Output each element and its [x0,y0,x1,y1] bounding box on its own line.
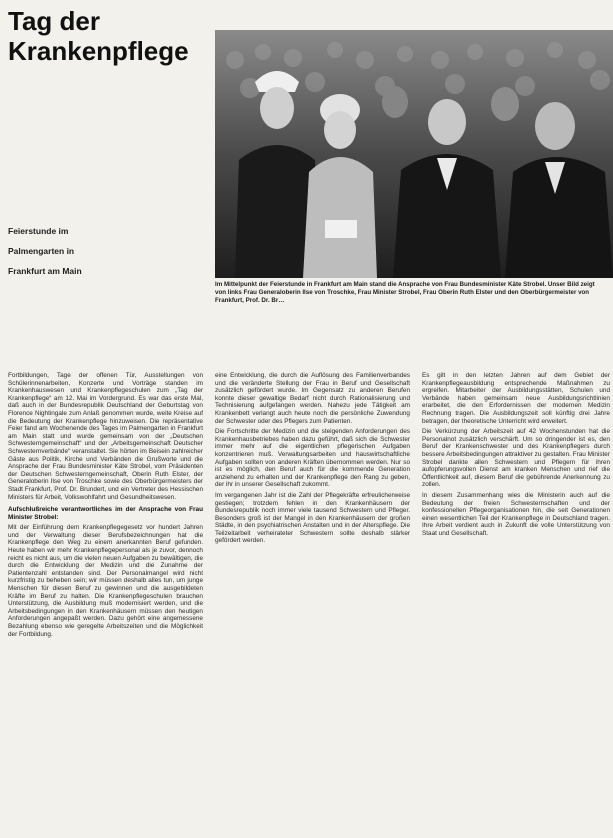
body-paragraph: Mit der Einführung dem Krankenpflegegesetz vor hundert Jahren und der Verwaltung dieser Berufsbezeichnungen hat die Krankenpflege den Weg zu einem anerkannten Beruf gefunden. Heute haben wir mehr Krankenpflegepersonal als je zuvor, dennoch reicht es nicht aus, um die vielen neuen Aufgaben zu bewältigen, die durch die Entwicklung der Medizin und die Zunahme der Patientenzahl entstanden sind. Der Personalmangel wird nicht kurzfristig zu beheben sein; wir müssen deshalb alles tun, um junge Menschen für diesen Beruf zu gewinnen und die ausgebildeten Kräfte im Beruf zu halten. Die Krankenpflegeschulen brauchen Unterstützung, die Ausbildung muß modernisiert werden, und die Arbeitsbedingungen in den Krankenhäusern müssen den heutigen Anforderungen angepaßt werden. Dazu gehört eine angemessene Bezahlung ebenso wie geregelte Arbeitszeiten und die Möglichkeit der Fortbildung. [8,524,203,638]
text-column-3 [422,372,610,836]
text-column-1 [8,372,203,836]
kicker-line-2: Palmengarten in [8,246,75,256]
body-paragraph: Fortbildungen, Tage der offenen Tür, Ausstellungen von Schülerinnenarbeiten, Konzerte und Vorträge standen im Krankenhauswesen und Krankenpflegeschulen zum „Tag der Krankenpflege“ am 12. Mai im Vordergrund. Es war das erste Mal, daß auch in der Bundesrepublik Deutschland der Geburtstag von Florence Nightingale zum Anlaß genommen wurde, weite Kreise auf die Bedeutung der Krankenpflege hinzuweisen. Die repräsentative Feier fand am Wochenende des Tages im Palmengarten in Frankfurt am Main statt und wurde gemeinsam von der „Deutschen Schwesterngemeinschaft“ und der „Arbeitsgemeinschaft Deutscher Schwesternverbände“ veranstaltet. Sie hörten im Beisein zahlreicher Gäste aus Politik, Kirche und Verbänden die Grußworte und die Ansprache der Frau Bundesminister Käte Strobel, vom Präsidenten der Deutschen Schwesterngemeinschaft, Oberin Ruth Elster, der Generaloberin Ilse von Troschke sowie des Oberbürgermeisters der Stadt Frankfurt, Prof. Dr. Brundert, und ein Vertreter des Hessischen Ministers für Arbeit, Volkswohlfahrt und Gesundheitswesen. [8,372,203,501]
text-column-2 [215,372,410,836]
body-paragraph: eine Entwicklung, die durch die Auflösung des Familienverbandes und die veränderte Stellung der Frau in Beruf und Gesellschaft zusätzlich gefördert wurde. Im Gegensatz zu anderen Berufen konnte dieser gewaltige Bedarf nicht durch Rationalisierung und Technisierung aufgefangen werden. Nahezu jede Tätigkeit am Krankenbett verlangt auch heute noch die persönliche Zuwendung der Schwester oder des Pflegers zum Patienten. [215,372,410,425]
kicker-line-1: Feierstunde im [8,226,69,236]
kicker-line-3: Frankfurt am Main [8,266,82,276]
ceremony-photo [215,30,613,278]
body-paragraph: Es gilt in den letzten Jahren auf dem Gebiet der Krankenpflegeausbildung entsprechende Maßnahmen zu ergreifen. Mitarbeiter der Ausbildungsstätten, Schulen und Verbände haben gemeinsam neue Ausbildungsrichtlinien erarbeitet, die den Erfordernissen der modernen Medizin Rechnung tragen. Die Ausbildungszeit soll künftig drei Jahre betragen, der theoretische Unterricht wird erweitert. [422,372,610,425]
body-paragraph: Die Verkürzung der Arbeitszeit auf 42 Wochenstunden hat die Personalnot zusätzlich verschärft. Um so dringender ist es, den Beruf der Krankenschwester und des Krankenpflegers durch bessere Arbeitsbedingungen attraktiver zu gestalten. Frau Minister Strobel dankte allen Schwestern und Pflegern für ihren aufopferungsvollen Dienst am kranken Menschen und rief die Öffentlichkeit auf, diesem Beruf die gebührende Anerkennung zu zollen. [422,428,610,489]
body-paragraph: Im vergangenen Jahr ist die Zahl der Pflegekräfte erfreulicherweise gestiegen; trotzdem fehlen in den Krankenhäusern der Bundesrepublik noch immer viele tausend Schwestern und Pfleger. Besonders groß ist der Mangel in den Krankenhäusern der großen Städte, in den psychiatrischen Anstalten und in der Alterspflege. Die Teilzeitarbeit verheirateter Schwestern sollte deshalb stärker gefördert werden. [215,491,410,545]
section-subheading: Aufschlußreiche verantwortliches im der Ansprache von Frau Minister Strobel: [8,506,203,521]
body-paragraph: In diesem Zusammenhang wies die Ministerin auch auf die Bedeutung der freien Schwesternschaften und der konfessionellen Pflegeorganisationen hin, die seit Generationen einen wesentlichen Teil der Krankenpflege in Deutschland tragen. Ihre Arbeit verdient auch in Zukunft die volle Unterstützung von Staat und Gesellschaft. [422,491,610,537]
body-paragraph: Die Fortschritte der Medizin und die steigenden Anforderungen des Krankenhausbetriebes haben dazu geführt, daß sich die Schwester immer mehr auf die eigentlichen pflegerischen Aufgaben konzentrieren muß. Verwaltungsarbeiten und hauswirtschaftliche Aufgaben sollten von anderen Kräften übernommen werden. Nur so ist es möglich, den Beruf auch für die kommende Generation anziehend zu erhalten und der Krankenpflege den Rang zu geben, der ihr in unserer Gesellschaft zukommt. [215,428,410,489]
photo-caption: Im Mittelpunkt der Feierstunde in Frankfurt am Main stand die Ansprache von Frau Bundesminister Käte Strobel. Unser Bild zeigt von links Frau Generaloberin Ilse von Troschke, Frau Minister Strobel, Frau Oberin Ruth Elster und den Oberbürgermeister von Frankfurt, Prof. Dr. Br… [215,281,595,304]
headline-line-2: Krankenpflege [8,36,189,66]
article-headline [8,6,208,66]
headline-line-1: Tag der [8,6,100,36]
